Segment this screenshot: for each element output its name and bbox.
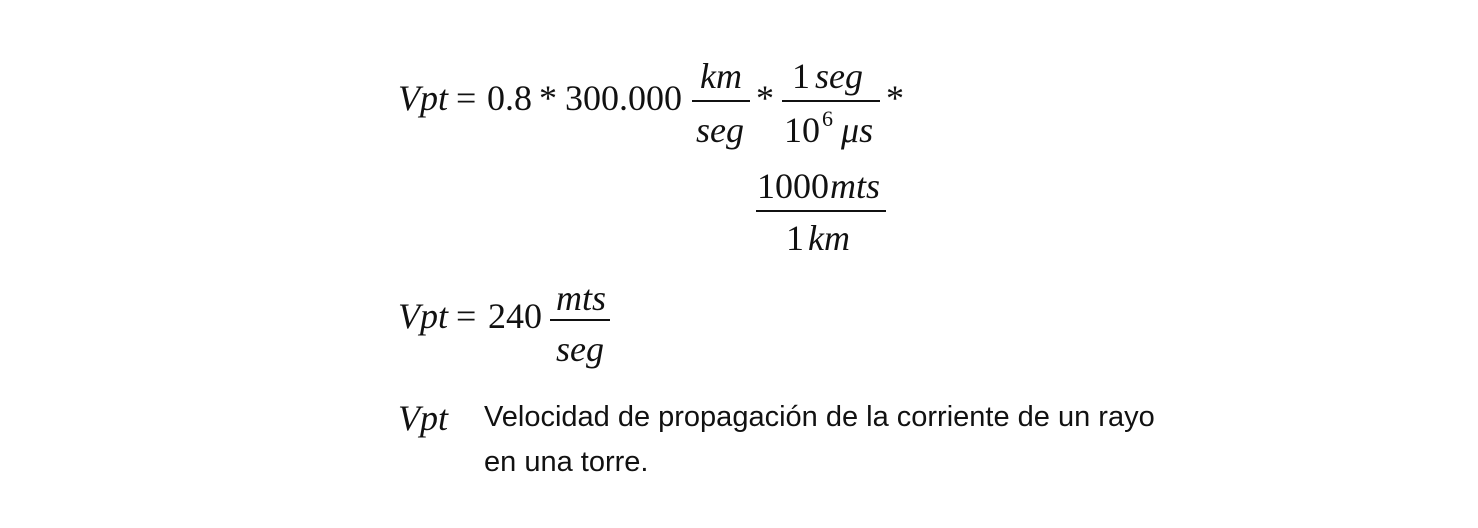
- eq1-times-1: *: [539, 78, 557, 118]
- eq1-frac1-bar: [692, 100, 750, 102]
- eq1-lhs: Vpt: [398, 78, 448, 118]
- eq1-coefficient: 0.8: [487, 78, 532, 118]
- eq1-frac3-num-number: 1000: [757, 166, 829, 206]
- eq1-frac3-den-number: 1: [786, 218, 804, 258]
- eq2-value: 240: [488, 296, 542, 336]
- eq1-times-2: *: [756, 78, 774, 118]
- eq1-frac3-den-unit: km: [808, 218, 850, 258]
- eq2-frac-bar: [550, 319, 610, 321]
- eq2-equals: =: [456, 296, 477, 336]
- eq1-frac2-num-unit: seg: [815, 56, 863, 96]
- definition-line-1: Velocidad de propagación de la corriente de un rayo: [484, 401, 1155, 433]
- eq1-equals: =: [456, 78, 477, 118]
- definition-line-2: en una torre.: [484, 446, 649, 478]
- eq1-frac3-num-unit: mts: [830, 166, 881, 206]
- eq1-frac2-bar: [782, 100, 880, 102]
- eq1-speed: 300.000: [565, 78, 682, 118]
- eq1-frac2-den-exponent: 6: [822, 106, 833, 131]
- eq1-frac3-bar: [756, 210, 886, 212]
- eq2-lhs: Vpt: [398, 296, 448, 336]
- eq1-frac2-num-number: 1: [792, 56, 810, 96]
- definition-symbol: Vpt: [398, 398, 448, 438]
- eq2-frac-numerator: mts: [556, 278, 607, 318]
- eq2-frac-denominator: seg: [556, 329, 604, 369]
- eq1-frac1-denominator: seg: [696, 110, 744, 150]
- eq1-times-3: *: [886, 78, 904, 118]
- eq1-frac2-den-unit: μs: [841, 110, 874, 150]
- eq1-frac2-den-base: 10: [784, 110, 820, 150]
- eq1-frac1-numerator: km: [700, 56, 742, 96]
